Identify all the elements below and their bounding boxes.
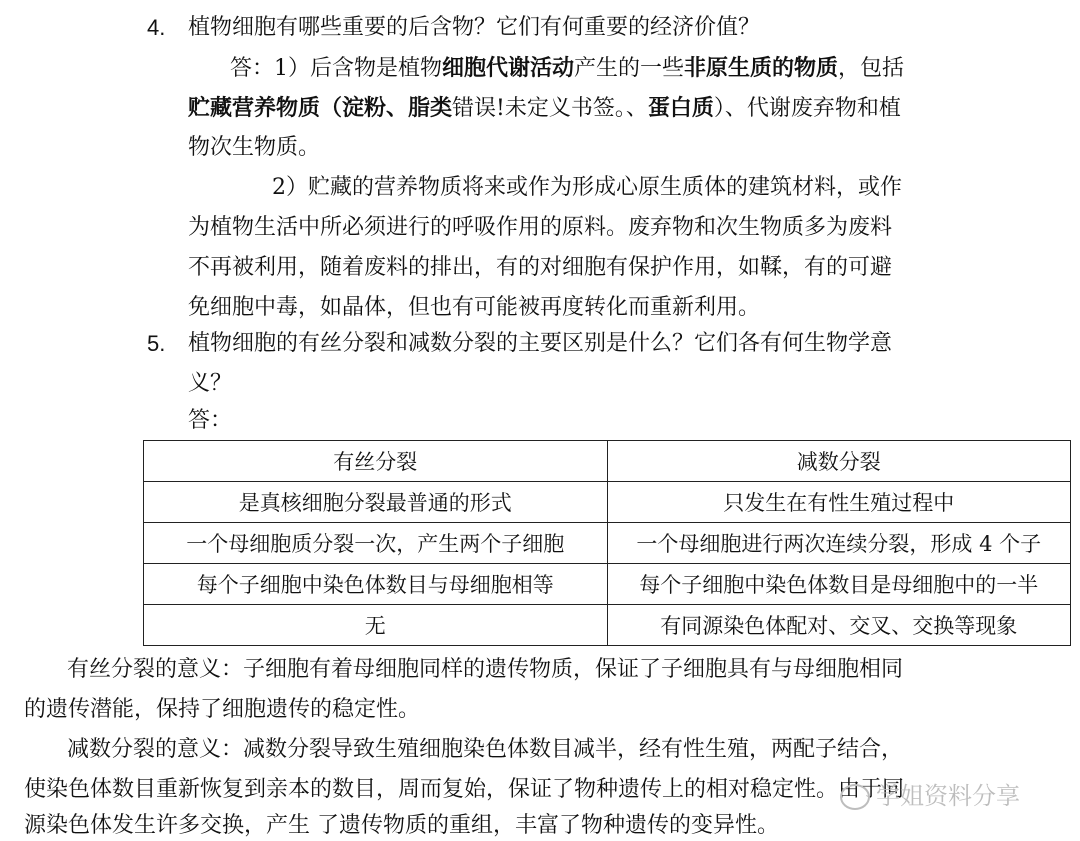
- table-cell: 每个子细胞中染色体数目是母细胞中的一半: [607, 564, 1071, 605]
- bold-seg: 细胞代谢活动: [442, 55, 575, 81]
- q4-answer-1-line2: [188, 93, 901, 124]
- bold-seg: 非原生质的物质: [684, 55, 839, 81]
- table-header-meiosis: 减数分裂: [607, 441, 1071, 482]
- table-cell: 有同源染色体配对、交叉、交换等现象: [607, 605, 1071, 646]
- q5-number: 5.: [147, 331, 166, 356]
- table-header-mitosis: 有丝分裂: [144, 441, 608, 482]
- q5-answer-label: 答：: [188, 408, 233, 433]
- table-row: [144, 564, 1071, 605]
- watermark-text: 学姐资料分享: [876, 782, 1020, 810]
- table-row: [144, 605, 1071, 646]
- q4-answer-1-line3: 物次生物质。: [188, 135, 321, 160]
- wechat-icon: [840, 784, 870, 810]
- text-seg: 错误!未定义书签。、: [452, 96, 648, 121]
- q4-answer-2-line4: 免细胞中毒，如晶体，但也有可能被再度转化而重新利用。: [188, 295, 761, 320]
- meiosis-significance-line3: 源染色体发生许多交换，产生 了遗传物质的重组，丰富了物种遗传的变异性。: [24, 813, 779, 838]
- table-cell: 每个子细胞中染色体数目与母细胞相等: [144, 564, 608, 605]
- q5-question-line1: 植物细胞的有丝分裂和减数分裂的主要区别是什么？它们各有何生物学意: [188, 331, 893, 356]
- q5-question-line2: 义？: [188, 371, 233, 396]
- bold-seg: 蛋白质: [647, 95, 714, 121]
- meiosis-significance-line1: 减数分裂的意义：减数分裂导致生殖细胞染色体数目减半，经有性生殖，两配子结合，: [67, 737, 904, 762]
- text-seg: ，包括: [838, 56, 905, 81]
- table-cell: 一个母细胞质分裂一次，产生两个子细胞: [144, 523, 608, 564]
- comparison-table: [143, 440, 1071, 646]
- table-header-row: [144, 441, 1071, 482]
- table-cell: 只发生在有性生殖过程中: [607, 482, 1071, 523]
- watermark: [840, 776, 1020, 811]
- q4-answer-1-line1: [230, 53, 904, 84]
- q4-answer-2-line2: 为植物生活中所必须进行的呼吸作用的原料。废弃物和次生物质多为废料: [188, 215, 893, 240]
- meiosis-significance-line2: 使染色体数目重新恢复到亲本的数目，周而复始，保证了物种遗传上的相对稳定性。由于同: [24, 777, 905, 802]
- table-cell: 是真核细胞分裂最普通的形式: [144, 482, 608, 523]
- q4-question: 植物细胞有哪些重要的后含物？它们有何重要的经济价值？: [188, 15, 761, 40]
- mitosis-significance-line1: 有丝分裂的意义：子细胞有着母细胞同样的遗传物质，保证了子细胞具有与母细胞相同: [67, 657, 904, 682]
- q4-answer-2-line3: 不再被利用，随着废料的排出，有的对细胞有保护作用，如鞣，有的可避: [188, 255, 893, 280]
- bold-seg: 贮藏营养物质（淀粉、脂类: [188, 95, 453, 121]
- text-seg: ）、代谢废弃物和植: [713, 96, 901, 121]
- text-seg: 答：1）后含物是植物: [230, 56, 442, 81]
- table-cell: 一个母细胞进行两次连续分裂，形成 4 个子: [607, 523, 1071, 564]
- table-cell: 无: [144, 605, 608, 646]
- q4-answer-2-line1: 2）贮藏的营养物质将来或作为形成心原生质体的建筑材料，或作: [272, 175, 902, 200]
- text-seg: 产生的一些: [574, 56, 685, 81]
- table-row: [144, 482, 1071, 523]
- table-row: [144, 523, 1071, 564]
- mitosis-significance-line2: 的遗传潜能，保持了细胞遗传的稳定性。: [24, 697, 421, 722]
- q4-number: 4.: [147, 15, 166, 40]
